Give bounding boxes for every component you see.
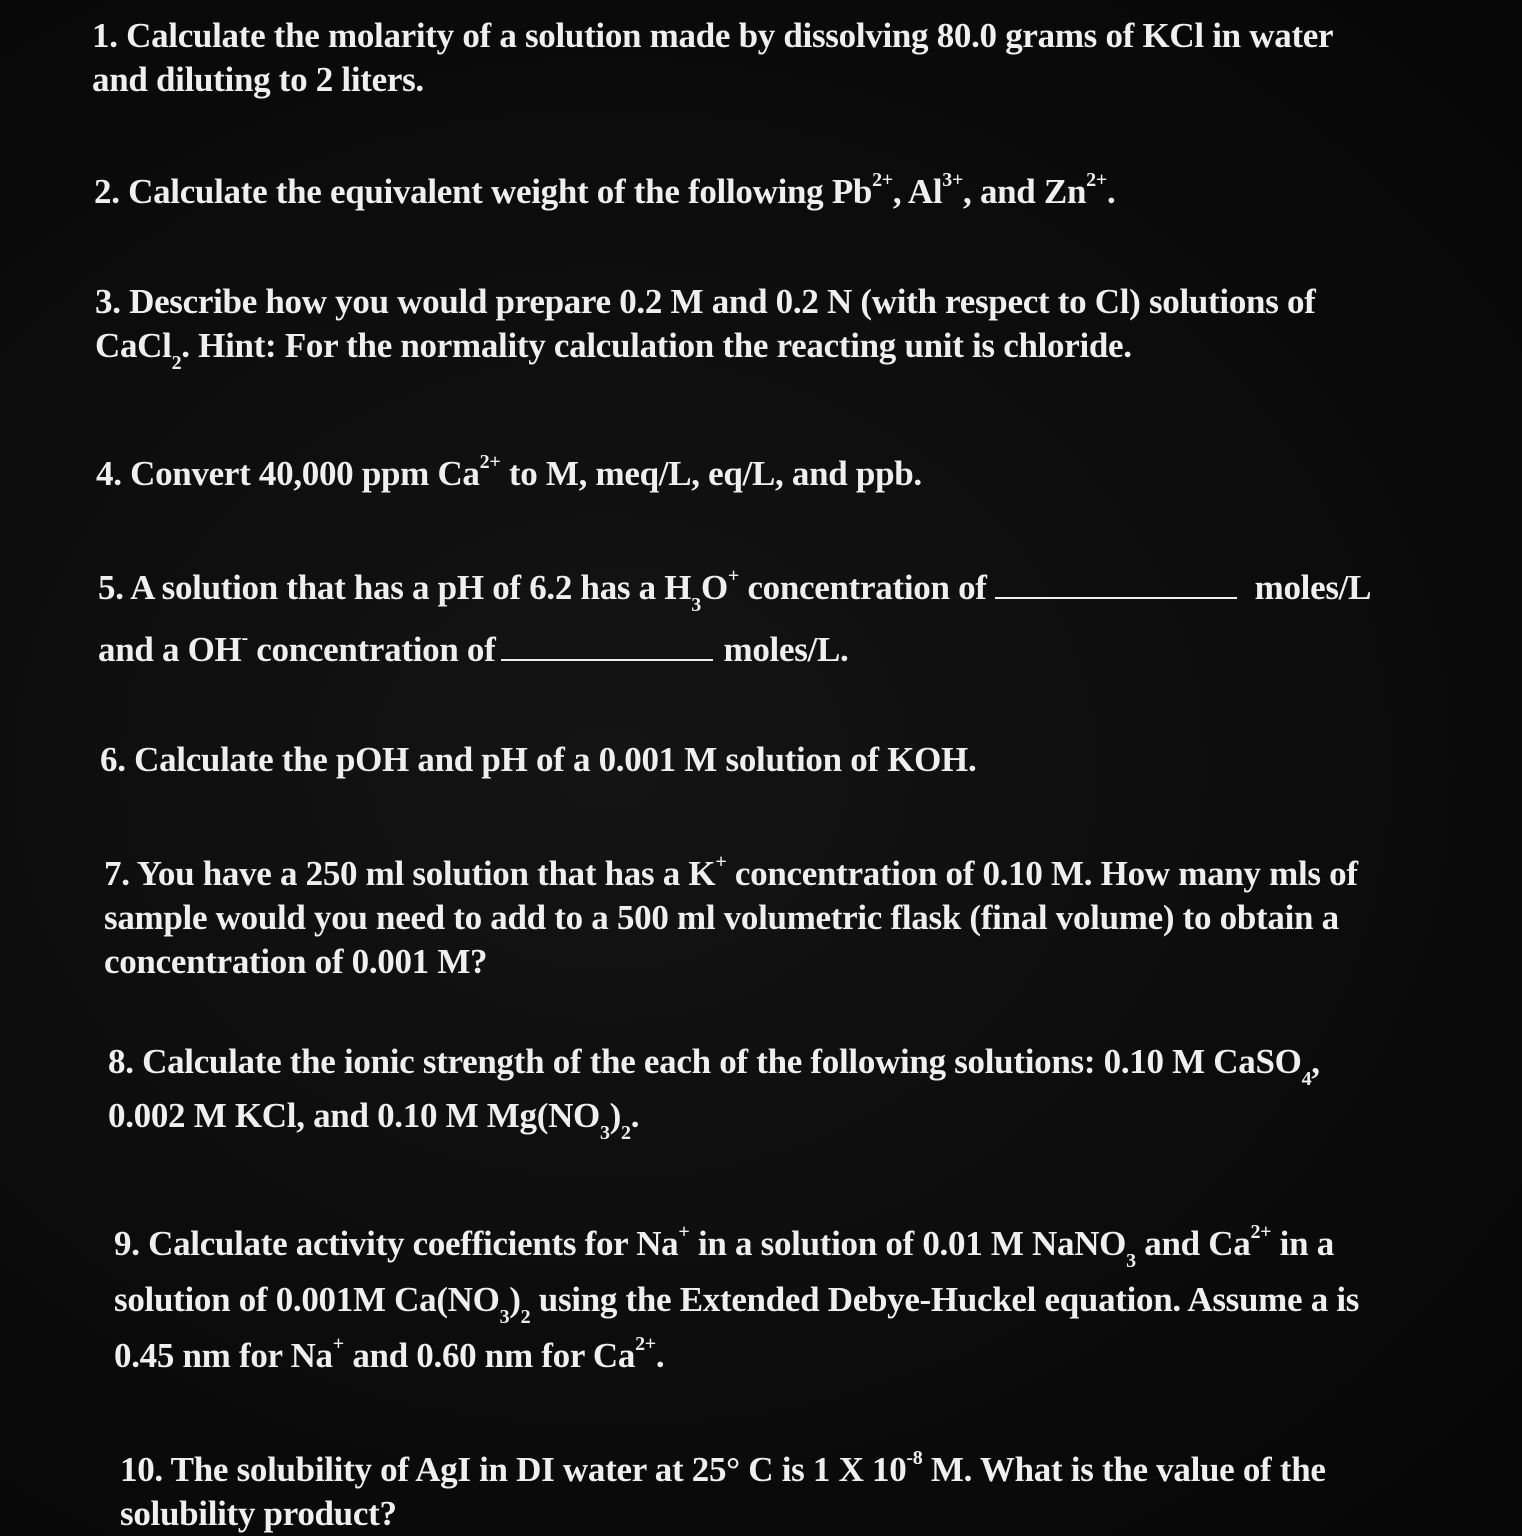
question-9-text-a: 9. Calculate activity coefficients for Na (114, 1224, 679, 1263)
question-9-text-f: ) (509, 1280, 521, 1319)
exponent: -8 (906, 1447, 923, 1470)
question-6 (100, 738, 976, 782)
question-7-text-b: concentration of 0.10 M. How many mls of (726, 854, 1358, 893)
question-3-line-2 (95, 324, 1316, 374)
question-8-text-c: 0.002 M KCl, and 0.10 M Mg(NO (108, 1096, 600, 1135)
no3-subscript: 3 (599, 1122, 610, 1144)
question-3-line-1: 3. Describe how you would prepare 0.2 M and 0.2 N (with respect to Cl) solutions of (95, 282, 1316, 321)
unit-moles-per-liter-1: moles/L (1254, 568, 1372, 607)
pb-charge: 2+ (872, 169, 893, 192)
zn-charge: 2+ (1086, 169, 1107, 192)
question-9-text-h: 0.45 nm for Na (114, 1336, 333, 1375)
na-charge: + (678, 1221, 690, 1244)
so4-subscript: 4 (1301, 1068, 1312, 1090)
question-5-text-d: and a OH (98, 630, 242, 669)
answer-blank-h3o[interactable] (995, 597, 1237, 599)
al-charge: 3+ (942, 169, 964, 192)
question-10-text-b: M. What is the value of the (922, 1450, 1326, 1489)
question-10 (120, 1448, 1326, 1536)
question-3 (95, 280, 1316, 374)
question-7-line-2: sample would you need to add to a 500 ml volumetric flask (final volume) to obtain a (104, 898, 1339, 937)
question-9-text-j: . (655, 1336, 665, 1375)
question-3-hint: . Hint: For the normality calculation the reacting unit is chloride. (181, 326, 1132, 365)
question-7-text-a: 7. You have a 250 ml solution that has a K (104, 854, 716, 893)
paren-subscript: 2 (621, 1122, 631, 1144)
question-1-line-1: 1. Calculate the molarity of a solution made by dissolving 80.0 grams of KCl in water (92, 16, 1334, 55)
question-1 (92, 14, 1333, 102)
ca-charge: 2+ (479, 451, 501, 474)
question-9-line-1 (114, 1221, 1359, 1272)
cacl-subscript: 2 (171, 352, 182, 374)
question-8-line-2 (108, 1094, 1320, 1144)
question-10-text-a: 10. The solubility of AgI in DI water at 25° C is 1 X 10 (120, 1450, 907, 1489)
question-2-line-1 (94, 170, 1115, 214)
question-4-text-a: 4. Convert 40,000 ppm Ca (96, 454, 480, 493)
question-5-line-1 (98, 565, 1372, 616)
h3o-charge: + (727, 565, 739, 588)
question-5-text-e: concentration of (247, 630, 496, 669)
question-9-text-i: and 0.60 nm for Ca (343, 1336, 636, 1375)
question-9-text-e: solution of 0.001M Ca(NO (114, 1280, 500, 1319)
na-charge-2: + (332, 1333, 344, 1356)
cacl-formula: CaCl (95, 326, 172, 365)
question-7-line-1 (104, 852, 1358, 896)
question-9 (114, 1222, 1359, 1378)
question-5-text-c: concentration of (739, 568, 987, 607)
question-9-line-3 (114, 1334, 1359, 1378)
question-9-text-d: in a (1271, 1224, 1334, 1263)
nano3-subscript: 3 (1126, 1250, 1136, 1272)
question-10-line-2: solubility product? (120, 1494, 397, 1533)
no3-subscript-q9: 3 (499, 1306, 510, 1328)
unit-moles-per-liter-2: moles/L. (723, 630, 849, 669)
question-8-text-a: 8. Calculate the ionic strength of the each of the following solutions: 0.10 M CaSO (108, 1042, 1302, 1081)
question-8-text-b: , (1311, 1042, 1320, 1081)
question-2 (94, 170, 1115, 214)
oh-charge: - (241, 627, 248, 650)
question-2-text-a: 2. Calculate the equivalent weight of the following Pb (94, 172, 873, 211)
question-2-text-b: , Al (892, 172, 943, 211)
question-8-text-d: ) (609, 1096, 622, 1135)
question-2-text-c: , and Zn (963, 172, 1087, 211)
question-9-text-c: and Ca (1135, 1224, 1251, 1263)
question-2-text-d: . (1106, 172, 1116, 211)
k-charge: + (715, 851, 727, 874)
question-4-text-b: to M, meq/L, eq/L, and ppb. (500, 454, 922, 493)
question-7 (104, 852, 1358, 984)
question-4-line-1 (96, 452, 922, 496)
question-6-line-1: 6. Calculate the pOH and pH of a 0.001 M solution of KOH. (100, 740, 977, 779)
question-8-text-e: . (630, 1096, 640, 1135)
question-9-line-2 (114, 1278, 1360, 1328)
question-5-text-b: O (700, 568, 728, 607)
question-9-text-g: using the Extended Debye-Huckel equation. Assume a is (530, 1280, 1360, 1319)
ca-charge-1: 2+ (1250, 1221, 1272, 1244)
question-9-text-b: in a solution of 0.01 M NaNO (689, 1224, 1127, 1263)
ca-charge-2: 2+ (635, 1333, 656, 1356)
h3-subscript: 3 (691, 594, 701, 616)
question-5-line-2 (98, 628, 1371, 672)
question-7-line-3: concentration of 0.001 M? (104, 942, 488, 981)
answer-blank-oh[interactable] (501, 659, 713, 661)
question-8 (108, 1040, 1320, 1144)
paren-subscript-q9: 2 (520, 1306, 531, 1328)
question-10-line-1 (120, 1448, 1326, 1492)
question-1-line-2: and diluting to 2 liters. (92, 60, 424, 99)
question-4 (96, 452, 922, 496)
question-8-line-1 (108, 1040, 1320, 1090)
question-5 (98, 566, 1371, 672)
question-5-text-a: 5. A solution that has a pH of 6.2 has a H (98, 568, 692, 607)
